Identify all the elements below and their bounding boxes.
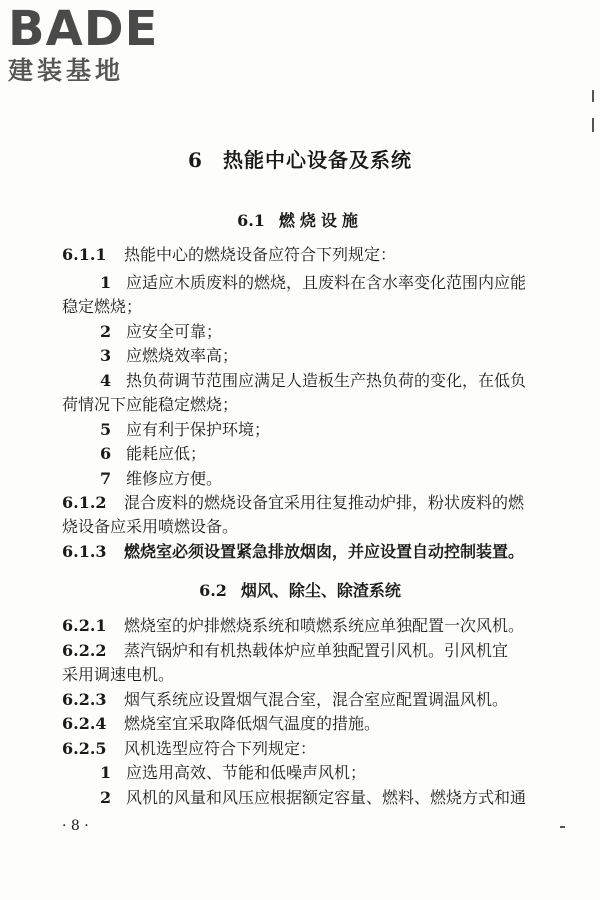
logo-wordmark: BADE xyxy=(8,1,159,57)
clause-number: 6.2.5 xyxy=(62,739,107,758)
item-text: 维修应方便。 xyxy=(126,469,223,488)
clause-6-2-2-continued: 采用调速电机。 xyxy=(62,665,175,684)
clause-6-1-2 xyxy=(62,492,538,514)
clause-6-2-4 xyxy=(62,713,538,735)
clause-text: 燃烧室宜采取降低烟气温度的措施。 xyxy=(124,714,381,733)
item-text: 热负荷调节范围应满足人造板生产热负荷的变化，在低负 xyxy=(126,371,527,390)
item-number: 1 xyxy=(100,273,112,292)
page-number: · 8 · xyxy=(62,818,89,834)
item-number: 7 xyxy=(100,469,112,488)
clause-number: 6.2.2 xyxy=(62,641,107,660)
item-6-1-1-3 xyxy=(100,345,538,367)
item-6-2-5-1 xyxy=(100,762,538,784)
clause-text: 燃烧室必须设置紧急排放烟囱，并应设置自动控制装置。 xyxy=(124,542,525,561)
item-text: 风机的风量和风压应根据额定容量、燃料、燃烧方式和通 xyxy=(126,788,527,807)
item-text: 应适应木质废料的燃烧，且废料在含水率变化范围内应能 xyxy=(126,273,527,292)
item-number: 2 xyxy=(100,322,112,341)
clause-text: 蒸汽锅炉和有机热载体炉应单独配置引风机。引风机宜 xyxy=(124,641,509,660)
item-text: 应选用高效、节能和低噪声风机； xyxy=(126,763,367,782)
clause-text: 烟气系统应设置烟气混合室，混合室应配置调温风机。 xyxy=(124,690,509,709)
item-text: 应安全可靠； xyxy=(126,322,223,341)
clause-text: 风机选型应符合下列规定： xyxy=(124,739,317,758)
section-title-6-1 xyxy=(0,208,600,231)
clause-6-1-2-continued: 烧设备应采用喷燃设备。 xyxy=(62,517,239,536)
item-number: 5 xyxy=(100,420,112,439)
scan-mark xyxy=(592,118,594,132)
clause-6-1-1 xyxy=(62,244,538,266)
item-6-1-1-7 xyxy=(100,468,538,490)
clause-6-2-1 xyxy=(62,615,538,637)
section-number: 6.2 xyxy=(199,581,227,600)
clause-number: 6.1.2 xyxy=(62,493,107,512)
scan-mark xyxy=(560,826,565,828)
clause-number: 6.1.1 xyxy=(62,245,107,264)
item-number: 6 xyxy=(100,444,112,463)
section-number: 6.1 xyxy=(237,211,265,230)
item-6-1-1-1 xyxy=(100,272,538,294)
item-6-2-5-2 xyxy=(100,787,538,809)
clause-number: 6.2.1 xyxy=(62,616,107,635)
clause-number: 6.2.3 xyxy=(62,690,107,709)
clause-6-2-2 xyxy=(62,640,538,662)
clause-6-2-3 xyxy=(62,689,538,711)
chapter-title xyxy=(0,144,600,173)
clause-number: 6.1.3 xyxy=(62,542,107,561)
item-number: 3 xyxy=(100,346,112,365)
item-6-1-1-5 xyxy=(100,419,538,441)
clause-text: 热能中心的燃烧设备应符合下列规定： xyxy=(124,245,397,264)
clause-6-2-5 xyxy=(62,738,538,760)
item-6-1-1-6 xyxy=(100,443,538,465)
section-title-text: 燃烧设施 xyxy=(278,211,363,230)
item-6-1-1-4-continued: 荷情况下应能稳定燃烧； xyxy=(62,395,239,414)
clause-number: 6.2.4 xyxy=(62,714,107,733)
item-text: 应燃烧效率高； xyxy=(126,346,239,365)
item-number: 4 xyxy=(100,371,112,390)
scan-mark xyxy=(592,90,594,102)
item-text: 能耗应低； xyxy=(126,444,207,463)
section-title-6-2 xyxy=(0,578,600,601)
clause-text: 混合废料的燃烧设备宜采用往复推动炉排，粉状废料的燃 xyxy=(124,493,525,512)
item-number: 2 xyxy=(100,788,112,807)
item-text: 应有利于保护环境； xyxy=(126,420,271,439)
item-6-1-1-4 xyxy=(100,370,538,392)
chapter-number: 6 xyxy=(188,148,203,172)
logo-chinese-name: 建装基地 xyxy=(8,56,125,85)
bade-logo xyxy=(8,1,178,86)
item-6-1-1-1-continued: 稳定燃烧； xyxy=(62,297,143,316)
item-6-1-1-2 xyxy=(100,321,538,343)
clause-text: 燃烧室的炉排燃烧系统和喷燃系统应单独配置一次风机。 xyxy=(124,616,525,635)
section-title-text: 烟风、除尘、除渣系统 xyxy=(240,581,401,600)
clause-6-1-3 xyxy=(62,541,538,563)
item-number: 1 xyxy=(100,763,112,782)
chapter-title-text: 热能中心设备及系统 xyxy=(222,148,412,172)
